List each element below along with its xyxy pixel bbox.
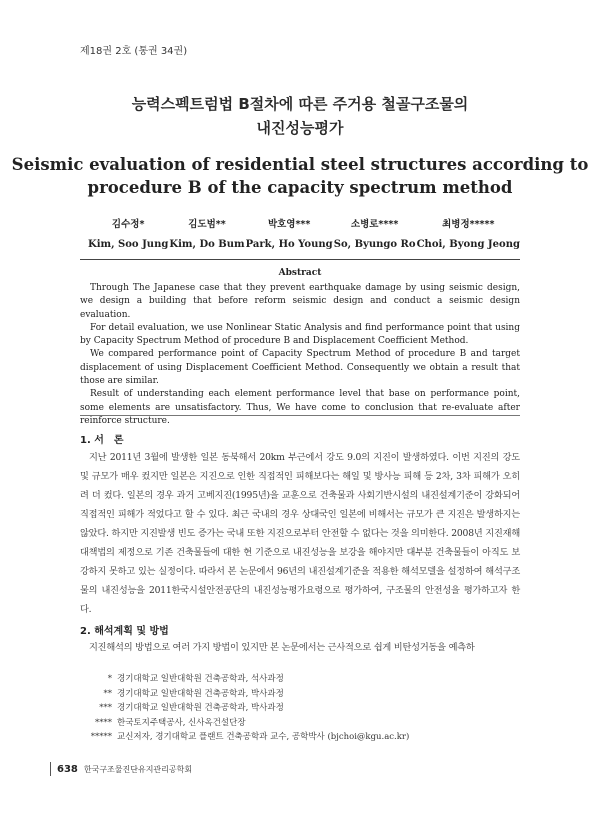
footnote-text: 교신저자, 경기대학교 플랜트 건축공학과 교수, 공학박사 (bjchoi@kgu.ac.kr) — [117, 732, 410, 743]
footnote-text: 한국토지주택공사, 신사옥건설단장 — [117, 717, 246, 728]
author-divider — [80, 259, 520, 260]
abstract-divider — [80, 415, 520, 416]
abstract-paragraph: Through The Japanese case that they prevent earthquake damage by using seismic design, we design a building that before reform seismic design and conduct a seismic design evaluation. — [80, 283, 520, 320]
footnote-mark: * — [107, 674, 112, 684]
footnote-text: 경기대학교 일반대학원 건축공학과, 석사과정 — [117, 674, 284, 684]
footnote-mark: ** — [103, 688, 112, 699]
author-name-english: Kim, Soo Jung — [88, 239, 169, 250]
footnotes — [90, 672, 409, 745]
footnote — [90, 730, 409, 745]
author-name-korean: 김수정* — [111, 219, 145, 230]
author-name-korean: 소병로**** — [350, 219, 399, 230]
author-name-english: Choi, Byong Jeong — [416, 239, 520, 250]
author-3 — [246, 215, 333, 255]
author-1 — [88, 215, 168, 255]
journal-organization: 한국구조물진단유지관리공학회 — [83, 764, 193, 774]
abstract-heading: Abstract — [278, 268, 322, 278]
english-title-line2: procedure B of the capacity spectrum method — [87, 178, 513, 197]
author-name-english: Park, Ho Young — [245, 239, 333, 250]
issue-label: 제18권 2호 (통권 34권) — [80, 46, 188, 57]
page-number: 638 — [57, 763, 78, 775]
author-name-korean: 김도범** — [188, 219, 226, 230]
body-paragraph: 지난 2011년 3월에 발생한 일본 동북해서 20km 부근에서 강도 9.0의 지진이 발생하였다. 이번 지진의 강도 및 규모가 매우 컸지만 일본은 지진으로 인한 직접적인 피해보다는 해일 및 방사능 피해 등 2차, 3차 피해가 오히려 더 컸다. 일본의 경우 과거 고베지진(1995년)을 교훈으로 건축물과 사회기반시설의 내진설계기준이 강화되어 직접적인 피해가 적었다고 할 수 있다. 최근 국내의 경우 상대국인 일본에 비해서는 규모가 큰 지진은 발생하지는 않았다. 하지만 지진발생 빈도 증가는 국내 또한 지진으로부터 안전할 수 없다는 것을 의미한다. 2008년 지진재해대책법의 제정으로 기존 건축물들에 대한 현 기준으로 내진성능을 보강을 해야지만 대부분 건축물들이 아직도 보강하지 못하고 있는 실정이다. 따라서 본 논문에서 96년의 내진설계기준을 적용한 해석모델을 설정하여 해석구조물의 내진성능을 2011한국시설안전공단의 내진성능평가요령으로 평가하여, 구조물의 안전성을 평가하고자 한다. — [80, 452, 520, 615]
author-name-korean: 최병정***** — [442, 219, 495, 230]
footnote — [90, 716, 409, 731]
english-title-line1: Seismic evaluation of residential steel structures according to — [11, 155, 589, 174]
korean-title-line1: 능력스펙트럼법 B절차에 따른 주거용 철골구조물의 — [131, 95, 469, 113]
footnote-text: 경기대학교 일반대학원 건축공학과, 박사과정 — [117, 703, 284, 714]
abstract-paragraph: Result of understanding each element performance level that base on performance point, some elements are unsatisfactory. Thus, We have come to conclusion that re-evaluate after reinforce structure. — [80, 389, 520, 426]
abstract-body — [80, 282, 520, 428]
body-paragraph: 지진해석의 방법으로 여러 가지 방법이 있지만 본 논문에서는 근사적으로 쉽게 비탄성거동을 예측하 — [89, 642, 475, 653]
section-heading-method: 2. 해석계획 및 방법 — [80, 626, 169, 637]
korean-title-line2: 내진성능평가 — [256, 119, 344, 137]
abstract-paragraph: We compared performance point of Capacity Spectrum Method of procedure B and target displacement of using Displacement Coefficient Method. Consequently we obtain a result that those are similar. — [80, 349, 520, 387]
footer-divider — [50, 762, 51, 776]
footnote — [90, 687, 409, 702]
footnote — [90, 701, 409, 716]
footnote-text: 경기대학교 일반대학원 건축공학과, 박사과정 — [117, 688, 284, 699]
author-2 — [169, 215, 244, 255]
footnote-mark: **** — [95, 717, 112, 728]
footnote-mark: *** — [99, 703, 112, 714]
introduction-body — [80, 448, 520, 619]
author-5 — [417, 215, 520, 255]
abstract-paragraph: For detail evaluation, we use Nonlinear Static Analysis and find performance point that using by Capacity Spectrum Method of procedure B and Displacement Coefficient Method. — [80, 322, 520, 347]
author-4 — [334, 215, 416, 255]
footnote-mark: ***** — [90, 732, 112, 743]
author-list — [88, 215, 520, 255]
method-body — [80, 638, 520, 657]
author-name-english: Kim, Do Bum — [169, 239, 245, 250]
author-name-korean: 박호영*** — [267, 219, 311, 230]
page-footer — [50, 760, 192, 778]
author-name-english: So, Byungo Ro — [333, 239, 416, 250]
section-heading-introduction: 1. 서 론 — [80, 435, 124, 446]
footnote — [90, 672, 409, 687]
